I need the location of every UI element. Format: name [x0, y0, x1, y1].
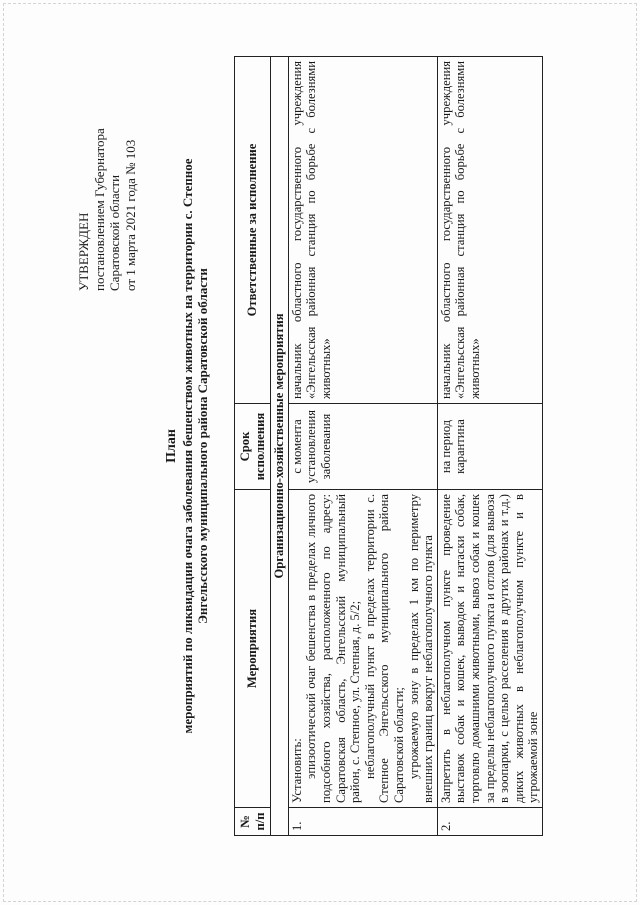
approval-region: Саратовской области [107, 174, 122, 291]
row-activity [288, 490, 437, 808]
table-row [288, 57, 437, 836]
title-heading: План [164, 429, 179, 463]
approval-date: от 1 марта 2021 года № 103 [122, 139, 138, 291]
row-activity [437, 490, 542, 808]
approval-decree: постановлением Губернатора [91, 128, 107, 291]
activity-paragraph: угрожаемую зону в пределах 1 км по периметру внешних границ вокруг неблагополучного пункта [406, 494, 436, 803]
row-responsible: начальник областного государственного учреждения «Энгельсская районная станция по борьбе с болезнями животных» [437, 57, 542, 404]
activity-paragraph: неблагополучный пункт в пределах территории с. Степное Энгельсского муниципального района Саратовской области; [362, 494, 406, 803]
row-responsible: начальник областного государственного учреждения «Энгельсская районная станция по борьбе с болезнями животных» [288, 57, 437, 404]
plan-table [234, 56, 543, 836]
title-line-2: Энгельсского муниципального района Саратовской области [195, 268, 210, 624]
row-term: с момента установления заболевания [288, 404, 437, 490]
approval-stamp [76, 51, 138, 291]
title-line-1: мероприятий по ликвидации очага заболевания бешенством животных на территории с. Степное [179, 158, 195, 734]
header-num: № п/п [235, 808, 271, 836]
table-row [437, 57, 542, 836]
table-header-row [235, 57, 271, 836]
header-responsible: Ответственные за исполнение [235, 57, 271, 404]
row-term: на период карантина [437, 404, 542, 490]
row-num: 1. [288, 808, 437, 836]
row-num: 2. [437, 808, 542, 836]
header-term: Срок исполнения [235, 404, 271, 490]
activity-paragraph: Запретить в неблагополучном пункте проведение выставок собак и кошек, выводок и натаски собак, торговлю домашними животными, вывоз собак и кошек за пределы неблагополучного пункта и отлов (для вывоза в зоопарки, с целью расселения в других районах и т.д.) диких животных в неблагополучном пункте и в угрожаемой зоне [438, 494, 541, 803]
document-title [164, 56, 211, 836]
activity-paragraph: эпизоотический очаг бешенства в пределах личного подсобного хозяйства, расположенного по адресу: Саратовская область, Энгельсский муниципальный район, с. Степное, ул. Степная, д. 5/2; [304, 494, 363, 803]
section-row [271, 57, 289, 836]
section-title: Организационно-хозяйственные мероприятия [271, 57, 289, 836]
activity-intro: Установить: [289, 738, 304, 803]
approval-title: УТВЕРЖДЕН [76, 212, 91, 291]
header-activity: Мероприятия [235, 490, 271, 808]
rotated-content [18, 36, 618, 876]
